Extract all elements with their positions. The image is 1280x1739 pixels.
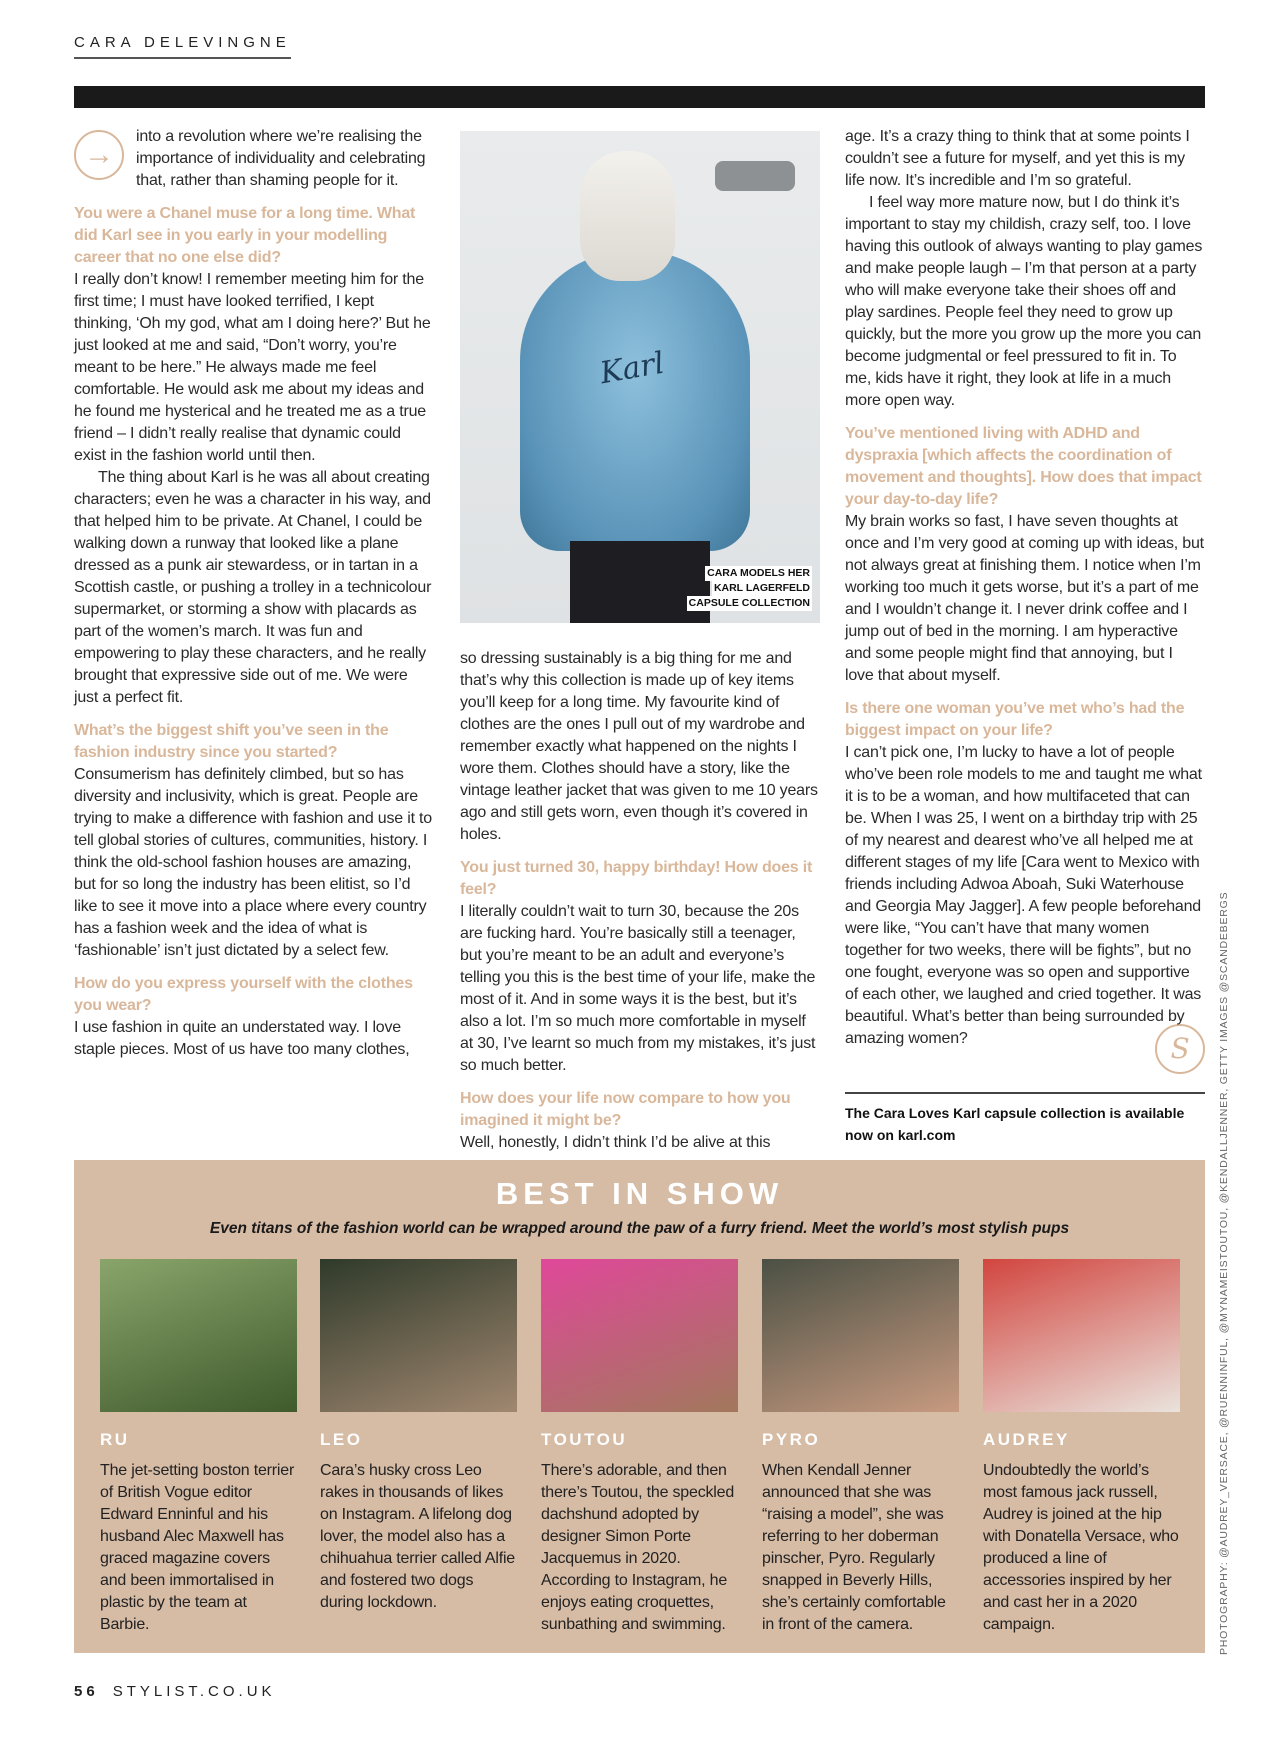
pet-name: LEO <box>320 1430 363 1449</box>
paragraph-text: so dressing sustainably is a big thing for me and that’s why this collection is made up of key items you’ll keep for a long time. My favourite kind of clothes are the ones I pull out of my wardrobe and remember exactly what happened on the nights I wore them. Clothes should have a story, like the vintage leather jacket that was given to me 10 years ago and still gets worn, even though it’s covered in holes. <box>460 650 818 843</box>
pet-description: Cara’s husky cross Leo rakes in thousands of likes on Instagram. A lifelong dog lover, the model also has a chihuahua terrier called Alfie and fostered two dogs during lockdown. <box>320 1462 516 1611</box>
pet-name: RU <box>100 1430 130 1449</box>
pet-photo <box>320 1259 517 1412</box>
paragraph-text: I literally couldn’t wait to turn 30, because the 20s are fucking hard. You’re basically still a teenager, but you’re meant to be an adult and everyone’s telling you this is the best time of your life, make the most of it. And in some ways it is the best, but it’s also a lot. I’m so much more comfortable in myself at 30, I’ve learnt so much from my mistakes, it’s just so much better. <box>460 903 816 1074</box>
article-column-2 <box>460 648 820 1154</box>
caption-line: CAPSULE COLLECTION <box>688 597 810 609</box>
box-title: BEST IN SHOW <box>495 1176 784 1211</box>
blue-coat-figure <box>520 251 750 551</box>
interview-answer <box>460 901 820 1077</box>
paragraph-text: What’s the biggest shift you’ve seen in the fashion industry since you started? <box>74 722 389 761</box>
caption-line: KARL LAGERFELD <box>713 582 810 594</box>
answer-text: I can’t pick one, I’m lucky to have a lot of people who’ve been role models to me and taught me what it is to be a woman, and how multifaceted that can be. When I was 25, I went on a birthday trip with 25 of my nearest and dearest who’ve all helped me at different stages of my life [Cara went to Mexico with friends including Adwoa Aboah, Suki Waterhouse and Georgia May Jagger]. A few people beforehand were like, “You can’t have that many women together for two weeks, there will be fights”, but no one fought, everyone was so open and supportive of each other, we laughed and cried together. It was beautiful. What’s better than being surrounded by amazing women? <box>845 744 1202 1047</box>
interview-answer <box>845 192 1205 412</box>
pet-card <box>100 1259 297 1636</box>
paragraph-text: The thing about Karl is he was all about creating characters; even he was a character in his way, and that helped him to be private. At Chanel, I could be walking down a runway that looked like a plane dressed as a punk air stewardess, or in tartan in a Scottish castle, or pushing a trolley in a technicolour supermarket, or storming a show with placards as part of the women’s march. It was fun and empowering to play these characters, and he really brought that expressive side out of me. We were just a perfect fit. <box>74 469 432 706</box>
pet-description: When Kendall Jenner announced that she was “raising a model”, she was referring to her doberman pinscher, Pyro. Regularly snapped in Beverly Hills, she’s certainly comfortable in front of the camera. <box>762 1462 946 1633</box>
pet-photo <box>541 1259 738 1412</box>
interview-question <box>845 423 1205 511</box>
interview-question <box>74 973 434 1017</box>
interview-answer <box>74 467 434 709</box>
paragraph-text: You’ve mentioned living with ADHD and dyspraxia [which affects the coordination of movement and thoughts]. How does that impact your day-to-day life? <box>845 425 1202 508</box>
site-name: STYLIST.CO.UK <box>112 1683 276 1700</box>
paragraph-text: Well, honestly, I didn’t think I’d be alive at this <box>460 1134 771 1151</box>
drone-icon <box>715 161 795 191</box>
header-bar <box>74 86 1205 108</box>
interview-answer <box>74 269 434 467</box>
karl-logo: Karl <box>597 345 667 392</box>
pet-name: TOUTOU <box>541 1430 628 1449</box>
pet-card <box>320 1259 517 1614</box>
photo-credit: PHOTOGRAPHY: @AUDREY_VERSACE, @RUENNINFUL, @MYNAMEISTOUTOU, @KENDALLJENNER, GETTY IMAGES @SCANDEBERGS <box>1218 891 1230 1655</box>
continued-arrow-icon: → <box>74 130 124 180</box>
interview-question <box>460 857 820 901</box>
paragraph-text: My brain works so fast, I have seven thoughts at once and I’m very good at coming up with ideas, but not always great at finishing them. I notice when I’m working too much it gets worse, but it’s a part of me and I wouldn’t change it. I never drink coffee and I jump out of bed in the morning. I am hyperactive and some people might find that annoying, but I love that about myself. <box>845 513 1204 684</box>
pet-name: PYRO <box>762 1430 821 1449</box>
paragraph-text: How do you express yourself with the clothes you wear? <box>74 975 413 1014</box>
availability-note: The Cara Loves Karl capsule collection is available now on karl.com <box>845 1092 1205 1146</box>
pet-description: There’s adorable, and then there’s Toutou, the speckled dachshund adopted by designer Simon Porte Jacquemus in 2020. According to Instagram, he enjoys eating croquettes, sunbathing and swimming. <box>541 1462 735 1633</box>
paragraph-text: You were a Chanel muse for a long time. What did Karl see in you early in your modelling career that no one else did? <box>74 205 416 266</box>
hero-photo <box>460 131 820 623</box>
section-title: CARA DELEVINGNE <box>74 34 291 59</box>
interview-question <box>74 203 434 269</box>
paragraph-text: You just turned 30, happy birthday! How does it feel? <box>460 859 813 898</box>
interview-answer <box>845 742 1205 1065</box>
interview-question <box>845 698 1205 742</box>
pet-card <box>762 1259 959 1636</box>
box-subtitle: Even titans of the fashion world can be wrapped around the paw of a furry friend. Meet the world’s most stylish pups <box>209 1220 1070 1237</box>
pet-card <box>541 1259 738 1636</box>
page-footer <box>74 1683 276 1700</box>
interview-answer <box>460 648 820 846</box>
pet-photo <box>100 1259 297 1412</box>
pet-description: Undoubtedly the world’s most famous jack russell, Audrey is joined at the hip with Donatella Versace, who produced a line of accessories inspired by her and cast her in a 2020 campaign. <box>983 1462 1179 1633</box>
page-number: 56 <box>74 1683 99 1700</box>
photo-caption <box>687 566 812 611</box>
interview-answer <box>845 511 1205 687</box>
pet-card <box>983 1259 1180 1636</box>
pet-photo <box>762 1259 959 1412</box>
caption-line: CARA MODELS HER <box>707 567 810 579</box>
interview-answer <box>74 126 434 192</box>
pet-name: AUDREY <box>983 1430 1070 1449</box>
stylist-end-mark-icon: S <box>1155 1024 1205 1074</box>
article-column-3 <box>845 126 1205 1074</box>
model-head <box>580 151 675 281</box>
interview-answer <box>460 1132 820 1154</box>
interview-answer <box>74 764 434 962</box>
paragraph-text: age. It’s a crazy thing to think that at some points I couldn’t see a future for myself, and yet this is my life now. It’s incredible and I’m so grateful. <box>845 128 1190 189</box>
pet-description: The jet-setting boston terrier of British Vogue editor Edward Enninful and his husband Alec Maxwell has graced magazine covers and been immortalised in plastic by the team at Barbie. <box>100 1462 295 1633</box>
interview-answer <box>845 126 1205 192</box>
paragraph-text: Consumerism has definitely climbed, but so has diversity and inclusivity, which is great. People are trying to make a difference with fashion and use it to tell global stories of cultures, communities, history. I think the old-school fashion houses are amazing, but for so long the industry has been elitist, so I’d like to see it move into a place where every country has a fashion week and the idea of what is ‘fashionable’ isn’t just dictated by a select few. <box>74 766 433 959</box>
paragraph-text: Is there one woman you’ve met who’s had the biggest impact on your life? <box>845 700 1185 739</box>
interview-question <box>74 720 434 764</box>
paragraph-text: How does your life now compare to how you imagined it might be? <box>460 1090 791 1129</box>
interview-answer <box>74 1017 434 1061</box>
paragraph-text: I use fashion in quite an understated way. I love staple pieces. Most of us have too many clothes, <box>74 1019 410 1058</box>
interview-question <box>460 1088 820 1132</box>
best-in-show-box <box>74 1160 1205 1653</box>
article-column-1 <box>74 126 434 1061</box>
paragraph-text: I feel way more mature now, but I do think it’s important to stay my childish, crazy self, too. I love having this outlook of always wanting to play games and make people laugh – I’m that person at a party who will make everyone take their shoes off and play sardines. People feel they need to grow up quickly, but the more you grow up the more you can become judgmental or feel pressured to fit in. To me, kids have it right, they look at life in a much more open way. <box>845 194 1203 409</box>
pet-photo <box>983 1259 1180 1412</box>
paragraph-text: I really don’t know! I remember meeting him for the first time; I must have looked terrified, I kept thinking, ‘Oh my god, what am I doing here?’ But he just looked at me and said, “Don’t worry, you’re meant to be here.” He always made me feel comfortable. He would ask me about my ideas and he found me hysterical and he treated me as a true friend – I didn’t really realise that dynamic could exist in the fashion world until then. <box>74 271 431 464</box>
paragraph-text: into a revolution where we’re realising the importance of individuality and celebrating that, rather than shaming people for it. <box>136 128 426 189</box>
